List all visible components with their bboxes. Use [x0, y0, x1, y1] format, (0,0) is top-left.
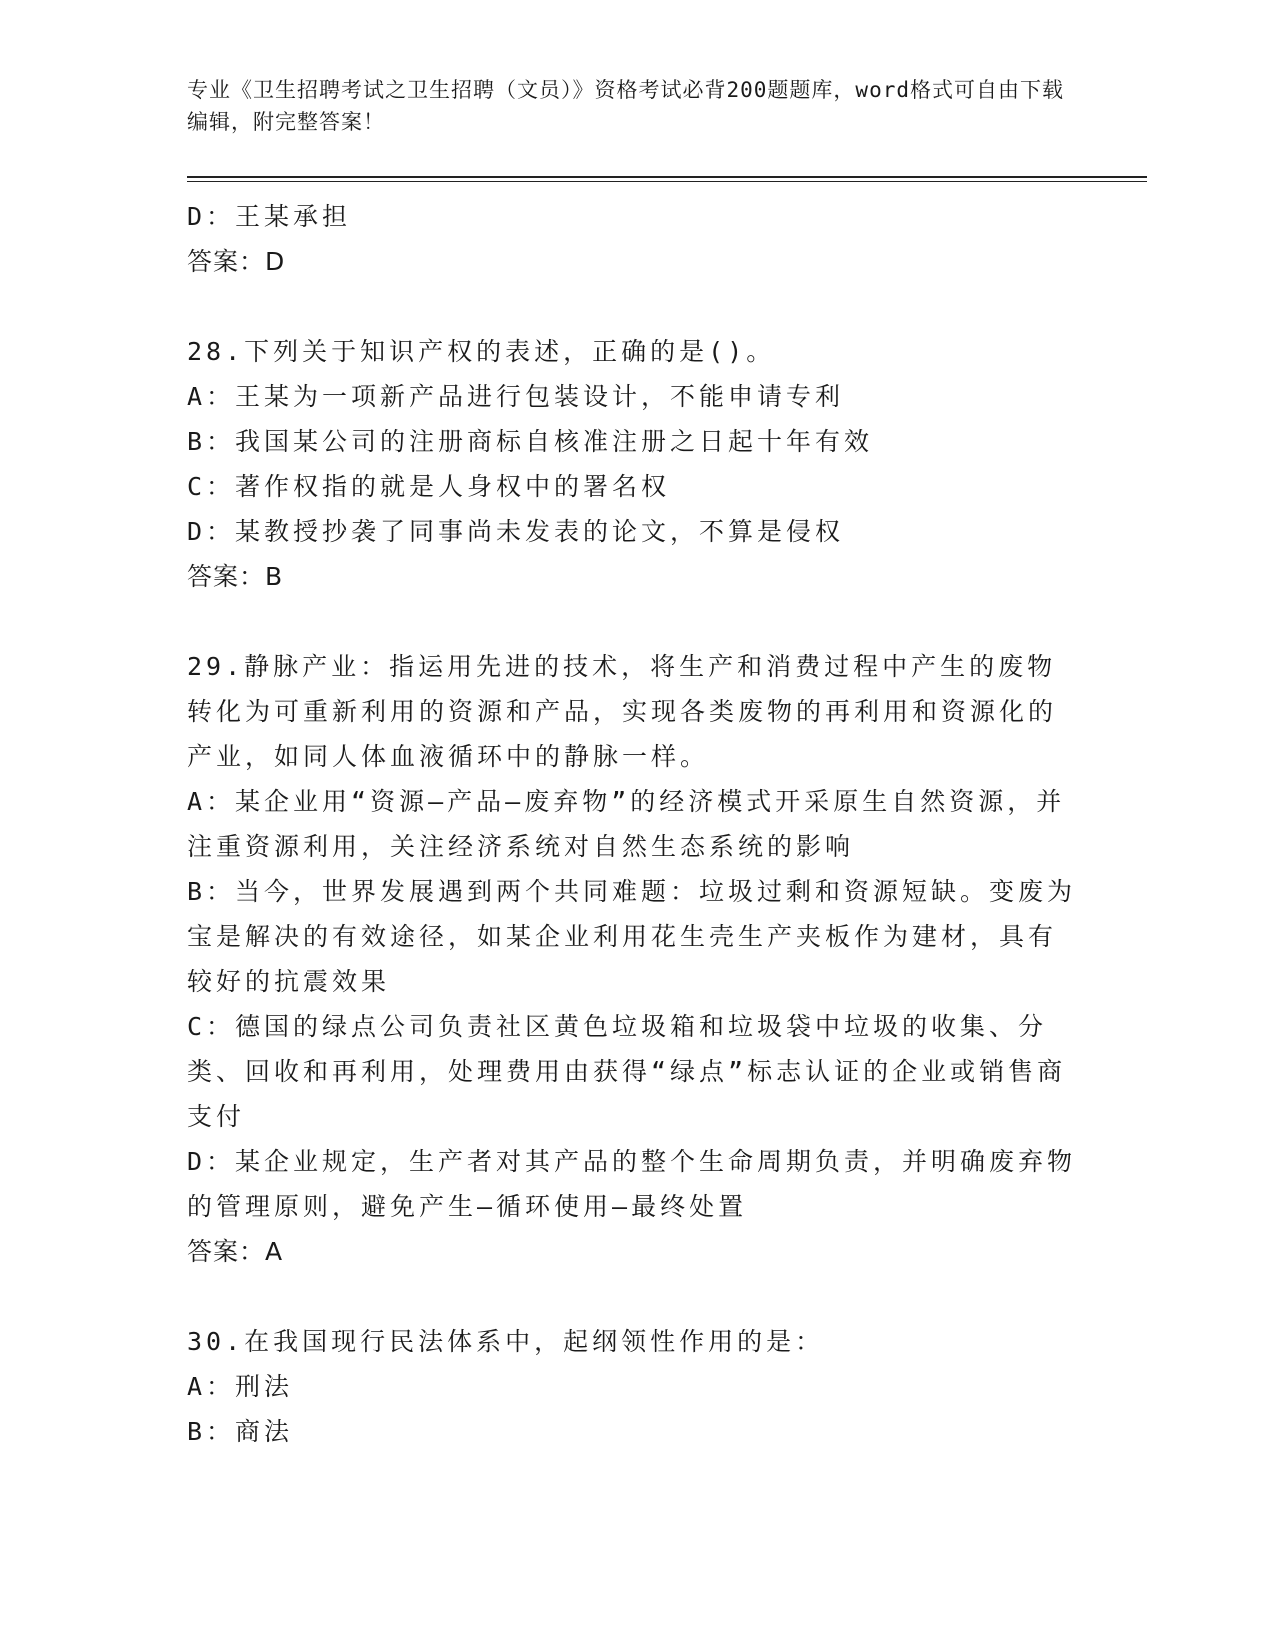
- question-text: 29.静脉产业：指运用先进的技术，将生产和消费过程中产生的废物转化为可重新利用的资源和产品，实现各类废物的再利用和资源化的产业，如同人体血液循环中的静脉一样。: [187, 652, 1058, 771]
- answer-line: 答案：B: [187, 562, 284, 591]
- option-d: D：某教授抄袭了同事尚未发表的论文，不算是侵权: [187, 517, 845, 546]
- option-c: C：德国的绿点公司负责社区黄色垃圾箱和垃圾袋中垃圾的收集、分类、回收和再利用，处理费用由获得“绿点”标志认证的企业或销售商支付: [187, 1012, 1067, 1131]
- question-list: [187, 194, 1082, 1454]
- question-block: [187, 1319, 1082, 1454]
- option-d: D：某企业规定，生产者对其产品的整个生命周期负责，并明确废弃物的管理原则，避免产生—循环使用—最终处置: [187, 1147, 1077, 1221]
- document-page: [187, 0, 1147, 1454]
- option-d: D：王某承担: [187, 202, 352, 231]
- option-a: A：刑法: [187, 1372, 294, 1401]
- question-block: [187, 329, 1082, 599]
- question-block: [187, 194, 1082, 284]
- option-b: B：当今，世界发展遇到两个共同难题：垃圾过剩和资源短缺。变废为宝是解决的有效途径，如某企业利用花生壳生产夹板作为建材，具有较好的抗震效果: [187, 877, 1077, 996]
- option-b: B：商法: [187, 1417, 294, 1446]
- divider-thick-line: [187, 176, 1147, 178]
- question-block: [187, 644, 1082, 1274]
- question-text: 30.在我国现行民法体系中，起纲领性作用的是：: [187, 1327, 825, 1356]
- option-b: B：我国某公司的注册商标自核准注册之日起十年有效: [187, 427, 874, 456]
- option-a: A：王某为一项新产品进行包装设计，不能申请专利: [187, 382, 845, 411]
- header-divider: [187, 176, 1147, 182]
- question-text: 28.下列关于知识产权的表述，正确的是()。: [187, 337, 776, 366]
- spacer: [187, 599, 1082, 644]
- answer-line: 答案：D: [187, 247, 286, 276]
- divider-thin-line: [187, 181, 1147, 182]
- option-a: A：某企业用“资源—产品—废弃物”的经济模式开采原生自然资源，并注重资源利用，关注经济系统对自然生态系统的影响: [187, 787, 1066, 861]
- answer-line: 答案：A: [187, 1237, 284, 1266]
- document-header: 专业《卫生招聘考试之卫生招聘（文员）》资格考试必背200题题库，word格式可自由下载编辑，附完整答案！: [187, 78, 1064, 134]
- spacer: [187, 1274, 1082, 1319]
- spacer: [187, 284, 1082, 329]
- option-c: C：著作权指的就是人身权中的署名权: [187, 472, 671, 501]
